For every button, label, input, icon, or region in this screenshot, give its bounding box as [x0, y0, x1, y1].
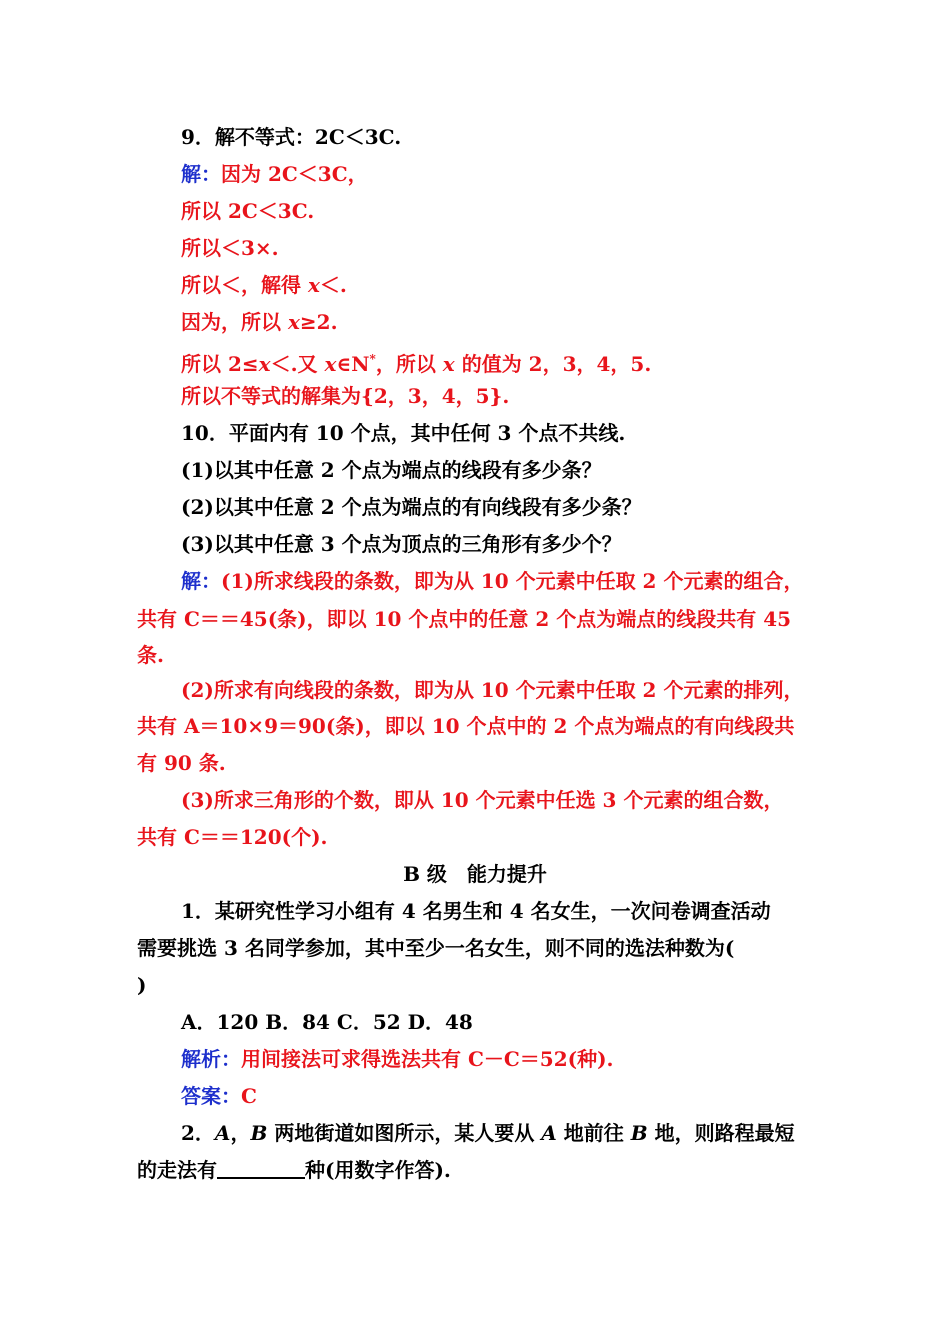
- section-heading-b: B 级 能力提升: [403, 862, 547, 886]
- solution-label: 解：: [181, 569, 221, 593]
- q9-sol-text-1: 因为 2C＜3C，: [221, 162, 368, 186]
- point-a: A: [214, 1121, 231, 1145]
- b1-stem-line-2: 需要挑选 3 名同学参加，其中至少一名女生，则不同的选法种数为(: [137, 936, 735, 960]
- b1-options: A．120 B．84 C．52 D．48: [181, 1010, 473, 1034]
- b2-text-1: 两地街道如图所示，某人要从: [267, 1121, 542, 1145]
- q9-solution-line-6: [181, 345, 652, 376]
- q9-sol-text-5a: 因为，所以: [181, 310, 288, 334]
- q10-sub-3: (3)以其中任意 3 个点为顶点的三角形有多少个？: [181, 532, 622, 556]
- variable-x: x: [258, 352, 271, 376]
- q10-answer-2-line-2: 共有 A＝10×9＝90(条)，即以 10 个点中的 2 个点为端点的有向线段共: [137, 714, 795, 738]
- q10-answer-1-line-1: [181, 567, 803, 595]
- b1-analysis: [181, 1045, 614, 1073]
- q9-sol-text-6c: ∈N: [336, 352, 370, 376]
- q9-solution-line-7: 所以不等式的解集为{2，3，4，5}.: [181, 384, 510, 408]
- superscript-star: *: [369, 352, 376, 366]
- variable-x: x: [442, 352, 455, 376]
- b2-text-4: 的走法有: [137, 1158, 217, 1182]
- b2-text-5: 种(用数字作答).: [305, 1158, 451, 1182]
- variable-x: x: [324, 352, 337, 376]
- q9-sol-text-4b: ＜.: [319, 273, 347, 297]
- q9-solution-line-1: [181, 160, 368, 188]
- b2-number: 2．: [181, 1121, 215, 1145]
- q9-solution-line-5: [181, 308, 338, 336]
- q9-sol-text-4a: 所以＜，解得: [181, 273, 308, 297]
- q10-answer-3-line-1: (3)所求三角形的个数，即从 10 个元素中任选 3 个元素的组合数，: [181, 788, 784, 812]
- q10-answer-2-line-1: (2)所求有向线段的条数，即为从 10 个元素中任取 2 个元素的排列，: [181, 678, 804, 702]
- b1-stem-line-3: ): [137, 973, 147, 997]
- b2-stem-line-2: [137, 1156, 451, 1184]
- point-a: A: [541, 1121, 557, 1145]
- q10-sub-2: (2)以其中任意 2 个点为端点的有向线段有多少条？: [181, 495, 642, 519]
- q9-sol-text-6e: 的值为 2，3，4，5.: [454, 352, 652, 376]
- q10-a1-text: (1)所求线段的条数，即为从 10 个元素中任取 2 个元素的组合，: [221, 569, 804, 593]
- answer-text: C: [241, 1084, 257, 1108]
- q9-sol-text-6b: ＜.又: [270, 352, 325, 376]
- q10-sub-1: (1)以其中任意 2 个点为端点的线段有多少条？: [181, 458, 602, 482]
- b1-stem-line-1: 1．某研究性学习小组有 4 名男生和 4 名女生，一次问卷调查活动: [181, 899, 771, 923]
- q10-answer-3-line-2: 共有 C＝＝120(个).: [137, 825, 328, 849]
- q9-stem: 9．解不等式：2C＜3C.: [181, 125, 402, 149]
- point-b: B: [630, 1121, 648, 1145]
- analysis-text: 用间接法可求得选法共有 C－C＝52(种).: [241, 1047, 614, 1071]
- q9-solution-line-3: 所以＜3×.: [181, 236, 279, 260]
- point-b: B: [250, 1121, 268, 1145]
- q10-stem: 10．平面内有 10 个点，其中任何 3 个点不共线.: [181, 421, 626, 445]
- analysis-label: 解析：: [181, 1047, 241, 1071]
- q9-sol-text-6a: 所以 2≤: [181, 352, 259, 376]
- variable-x: x: [287, 310, 300, 334]
- b1-answer: [181, 1082, 257, 1110]
- q9-sol-text-6d: ，所以: [375, 352, 443, 376]
- q9-sol-text-5b: ≥2.: [299, 310, 338, 334]
- b2-comma: ，: [230, 1121, 251, 1145]
- answer-blank: [217, 1157, 305, 1179]
- q9-solution-line-4: [181, 271, 347, 299]
- q10-answer-1-line-3: 条.: [137, 643, 164, 667]
- q10-answer-2-line-3: 有 90 条.: [137, 751, 226, 775]
- b2-text-3: 地，则路程最短: [647, 1121, 795, 1145]
- q9-solution-line-2: 所以 2C＜3C.: [181, 199, 315, 223]
- b2-stem-line-1: [181, 1119, 795, 1147]
- answer-label: 答案：: [181, 1084, 241, 1108]
- q10-answer-1-line-2: 共有 C＝＝45(条)，即以 10 个点中的任意 2 个点为端点的线段共有 45: [137, 607, 792, 631]
- variable-x: x: [307, 273, 320, 297]
- b2-text-2: 地前往: [556, 1121, 631, 1145]
- solution-label: 解：: [181, 162, 221, 186]
